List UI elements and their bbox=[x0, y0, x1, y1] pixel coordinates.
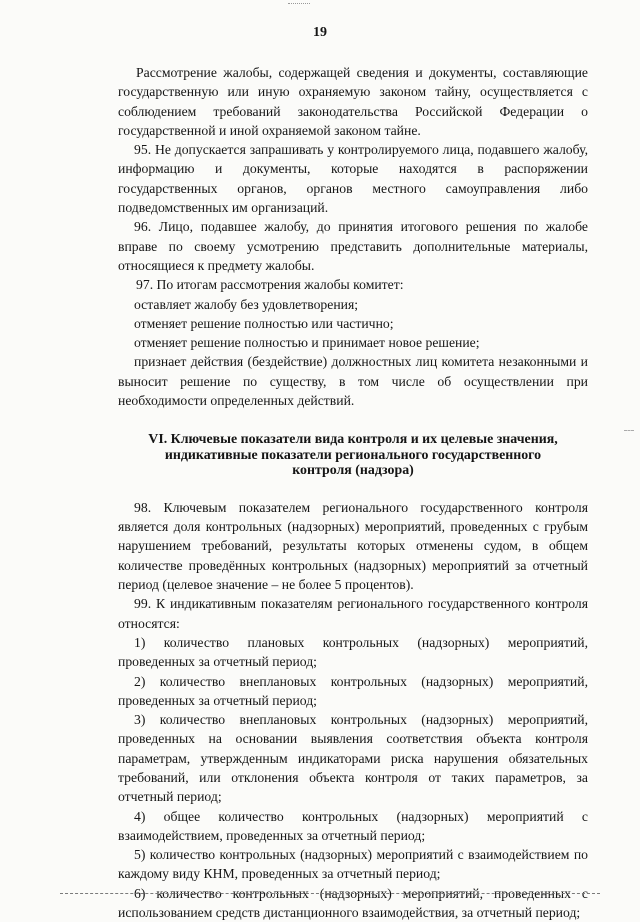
paragraph-99: 99. К индикативным показателям регионального государственного контроля относятся: bbox=[118, 596, 588, 631]
paragraph-95: 95. Не допускается запрашивать у контролируемого лица, подавшего жалобу, информацию и документы, которые находятся в распоряжении государственных органов, органов местного самоуправления либо подведомственных им организаций. bbox=[118, 142, 588, 216]
list-item-leave-unsatisfied: оставляет жалобу без удовлетворения; bbox=[134, 296, 359, 312]
indicator-item-3: 3) количество внеплановых контрольных (надзорных) мероприятий, проведенных на основании выявления соответствия объекта контроля параметрам, утвержденным индикаторами риска нарушения обязательных требований, или отклонения объекта контроля от таких параметров, за отчетный период; bbox=[118, 712, 588, 805]
document-body bbox=[118, 63, 588, 922]
scan-artifact-side bbox=[624, 430, 634, 431]
indicator-item-1: 1) количество плановых контрольных (надзорных) мероприятий, проведенных за отчетный период; bbox=[118, 634, 588, 670]
indicator-item-4: 4) общее количество контрольных (надзорных) мероприятий с взаимодействием, проведенных за отчетный период; bbox=[118, 808, 588, 843]
section-heading-line: индикативные показатели регионального государственного bbox=[164, 447, 542, 463]
paragraph: Рассмотрение жалобы, содержащей сведения и документы, составляющие государственную или иную охраняемую законом тайну, осуществляется с соблюдением требований законодательства Российской Федерации о государственной и иной охраняемой законом тайне. bbox=[118, 65, 588, 138]
paragraph-97: 97. По итогам рассмотрения жалобы комитет: bbox=[136, 277, 404, 293]
section-heading bbox=[118, 432, 588, 479]
list-item-recognize-unlawful: признает действия (бездействие) должностных лиц комитета незаконными и выносит решение по существу, в том числе об осуществлении при необходимости определенных действий. bbox=[118, 354, 588, 409]
list-item-cancel-new-decision: отменяет решение полностью и принимает новое решение; bbox=[134, 335, 480, 351]
scan-artifact-top bbox=[288, 3, 310, 4]
section-heading-line: VI. Ключевые показатели вида контроля и их целевые значения, bbox=[148, 432, 558, 448]
section-heading-line: контроля (надзора) bbox=[292, 463, 414, 479]
list-item-cancel-partially: отменяет решение полностью или частично; bbox=[134, 315, 394, 331]
paragraph-96: 96. Лицо, подавшее жалобу, до принятия итогового решения по жалобе вправе по своему усмотрению представить дополнительные материалы, относящиеся к предмету жалобы. bbox=[118, 219, 588, 273]
page-number: 19 bbox=[313, 25, 327, 40]
indicator-item-2: 2) количество внеплановых контрольных (надзорных) мероприятий, проведенных за отчетный период; bbox=[118, 673, 588, 708]
scan-artifact-bottom bbox=[60, 893, 600, 894]
indicator-item-5: 5) количество контрольных (надзорных) мероприятий с взаимодействием по каждому виду КНМ, проведенных за отчетный период; bbox=[118, 847, 588, 882]
paragraph-98: 98. Ключевым показателем регионального государственного контроля является доля контрольных (надзорных) мероприятий, проведенных с грубым нарушением требований, результаты которых отменены судом, в общем количестве проведённых контрольных (надзорных) мероприятий за отчетный период (целевое значение – не более 5 процентов). bbox=[118, 499, 588, 593]
indicator-item-6: 6) количество контрольных (надзорных) мероприятий, проведенных с использованием средств дистанционного взаимодействия, за отчетный период; bbox=[118, 885, 588, 921]
